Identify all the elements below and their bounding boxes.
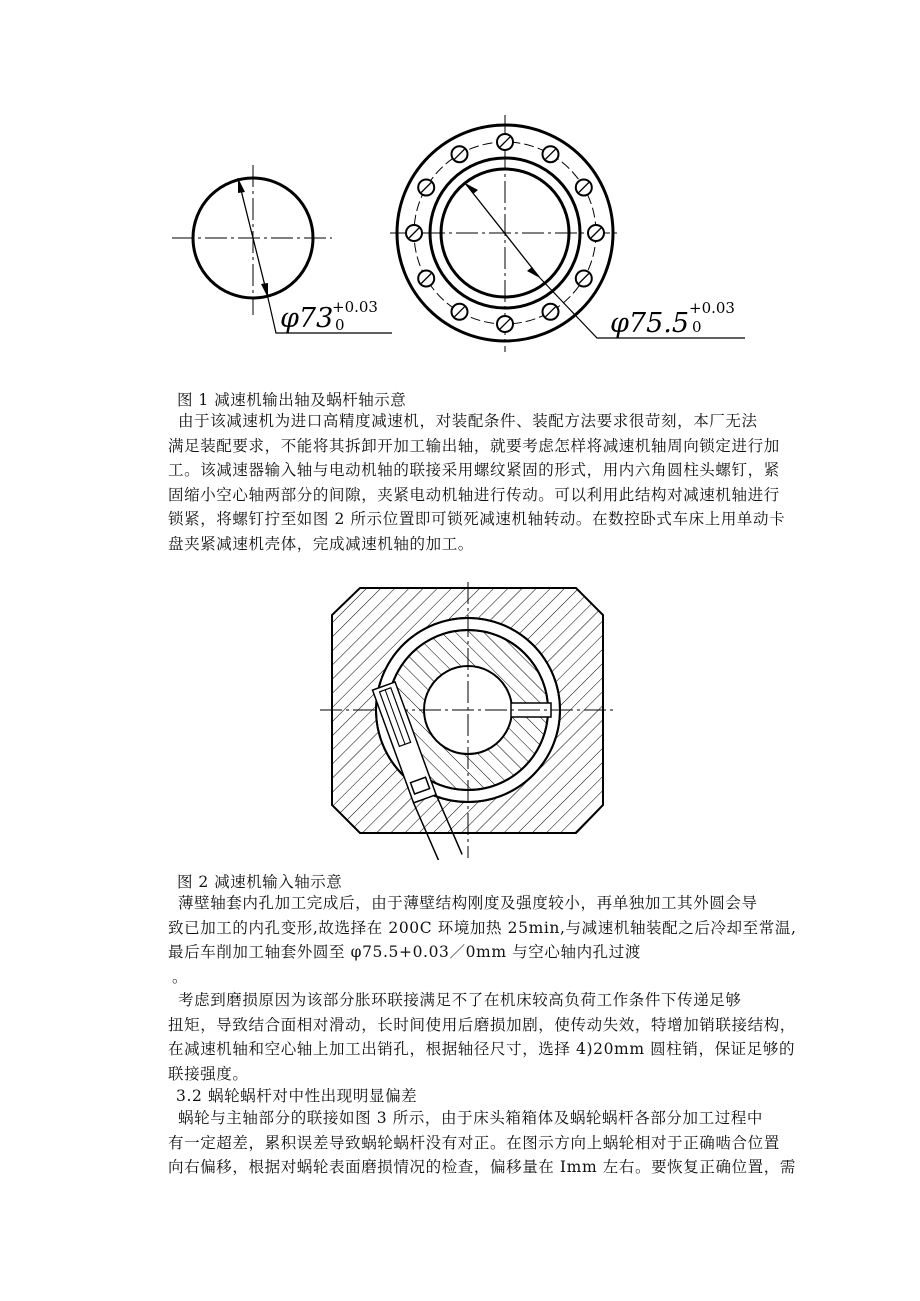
- dim-left-upper: +0.03: [332, 298, 378, 316]
- para4-line-1: 蜗轮与主轴部分的联接如图 3 所示，由于床头箱箱体及蜗轮蜗杆各部分加工过程中: [178, 1109, 764, 1127]
- dim-right-upper: +0.03: [689, 299, 735, 317]
- para1-line-5: 锁紧，将螺钉拧至如图 2 所示位置即可锁死减速机轴转动。在数控卧式车床上用单动卡: [168, 510, 786, 528]
- paragraph-2: [168, 891, 797, 989]
- para1-line-4: 固缩小空心轴两部分的间隙，夹紧电动机轴进行传动。可以利用此结构对减速机轴进行: [168, 485, 780, 504]
- para1-line-6: 盘夹紧减速机壳体，完成减速机轴的加工。: [168, 534, 474, 553]
- figure-1-caption: 图 1 减速机输出轴及蜗杆轴示意: [177, 391, 407, 409]
- section-heading-3-2: 3.2 蜗轮蜗杆对中性出现明显偏差: [176, 1087, 418, 1105]
- para2-line-3: 最后车削加工轴套外圆至 φ75.5+0.03／0mm 与空心轴内孔过渡: [168, 943, 641, 961]
- paragraph-4: [168, 1106, 796, 1180]
- paragraph-3: [168, 988, 796, 1086]
- diameter-arrow-right: [465, 183, 540, 278]
- para3-line-2: 扭矩，导致结合面相对滑动，长时间使用后磨损加剧，使传动失效，特增加销联接结构，: [168, 1015, 796, 1034]
- dim-right-lower: 0: [692, 318, 702, 336]
- arrowhead-right-top: [465, 183, 478, 194]
- para1-line-1: 由于该减速机为进口高精度减速机，对装配条件、装配方法要求很苛刻，本厂无法: [178, 412, 758, 430]
- para2-line-1: 薄壁轴套内孔加工完成后，由于薄壁结构刚度及强度较小，再单独加工其外圆会导: [178, 894, 758, 912]
- para4-line-2: 有一定超差，累积误差导致蜗轮蜗杆没有对正。在图示方向上蜗轮相对于正确啮合位置: [168, 1133, 780, 1152]
- dim-right-main: φ75.5: [610, 308, 690, 339]
- para1-line-2: 满足装配要求，不能将其拆卸开加工输出轴，就要考虑怎样将减速机轴周向锁定进行加: [168, 436, 780, 455]
- para3-line-1: 考虑到磨损原因为该部分胀环联接满足不了在机床较高负荷工作条件下传递足够: [178, 991, 742, 1009]
- para2-tail: 。: [172, 967, 189, 986]
- figure-1-drawing: [160, 90, 760, 360]
- para1-line-3: 工。该减速器输入轴与电动机轴的联接采用螺纹紧固的形式，用内六角圆柱头螺钉，紧: [168, 461, 780, 479]
- figure-2-drawing: [318, 580, 618, 860]
- para3-line-3: 在减速机轴和空心轴上加工出销孔，根据轴径尺寸，选择 4)20mm 圆柱销，保证足够的: [168, 1040, 796, 1058]
- para4-line-3: 向右偏移，根据对蜗轮表面磨损情况的检查，偏移量在 Imm 左右。要恢复正确位置，需: [168, 1158, 796, 1176]
- dim-left-lower: 0: [335, 316, 345, 334]
- para2-line-2: 致已加工的内孔变形,故选择在 200C 环境加热 25min,与减速机轴装配之后冷却至常温,: [168, 918, 797, 937]
- para3-line-4: 联接强度。: [168, 1064, 249, 1083]
- paragraph-1: [168, 409, 788, 556]
- figure-2-caption: 图 2 减速机输入轴示意: [177, 873, 343, 891]
- arrowhead-right-bottom: [527, 267, 540, 278]
- dim-left-main: φ73: [280, 303, 334, 334]
